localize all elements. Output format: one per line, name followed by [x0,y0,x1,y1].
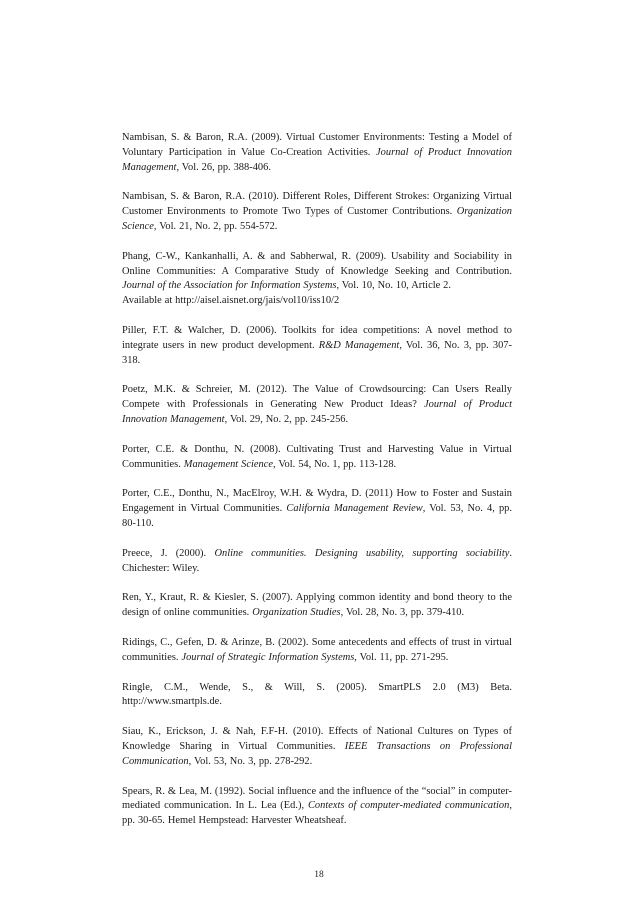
reference-text: Piller, F.T. & Walcher, D. (2006). Toolkits for idea competitions: A novel method to integrate users in new product development. [122,324,512,351]
reference-entry [122,131,512,175]
reference-text: Spears, R. & Lea, M. (1992). Social influence and the influence of the “social” in computer-mediated communication. In L. Lea (Ed.), [122,785,512,812]
reference-journal: Journal of the Association for Information Systems [122,280,337,292]
reference-details: . Chichester: Wiley. [122,547,512,574]
reference-details: , Vol. 29, No. 2, pp. 245-256. [224,413,349,425]
reference-details: , Vol. 54, No. 1, pp. 113-128. [273,458,397,470]
reference-url[interactable]: Available at http://aisel.aisnet.org/jais/vol10/iss10/2 [122,295,340,307]
reference-text: Siau, K., Erickson, J. & Nah, F.F-H. (2010). Effects of National Cultures on Types of Knowledge Sharing in Virtual Communities. [122,726,512,752]
reference-list [122,131,512,844]
reference-journal: Journal of Product Innovation Management [122,146,512,173]
reference-text: Nambisan, S. & Baron, R.A. (2009). Virtual Customer Environments: Testing a Model of Voluntary Participation in Value Co-Creation Activities. [122,132,512,158]
reference-journal: Management Science [183,458,273,470]
reference-text: Ringle, C.M., Wende, S., & Will, S. (2005). SmartPLS 2.0 (M3) Beta. http://www.smartpls.de. [122,681,512,708]
reference-book-title: Contexts of computer-mediated communication [307,800,510,812]
reference-entry [122,636,512,666]
reference-journal: Journal of Strategic Information Systems [181,651,355,663]
reference-journal: California Management Review [286,503,423,515]
reference-text: Preece, J. (2000). [122,547,215,559]
reference-entry [122,324,512,368]
reference-journal: Organization Science [122,206,512,232]
reference-details: , Vol. 28, No. 3, pp. 379-410. [340,607,465,619]
reference-details: , Vol. 53, No. 3, pp. 278-292. [188,755,313,767]
reference-text: Ren, Y., Kraut, R. & Kiesler, S. (2007). Applying common identity and bond theory to the design of online communities. [122,592,512,619]
reference-entry [122,591,512,621]
reference-journal: Journal of Product Innovation Management [122,399,513,425]
reference-entry [122,725,512,769]
reference-entry [122,547,512,577]
reference-journal: R&D Management [318,339,400,351]
reference-details: , Vol. 26, pp. 388-406. [176,161,271,173]
reference-text: Ridings, C., Gefen, D. & Arinze, B. (2002). Some antecedents and effects of trust in virtual communities. [122,636,512,663]
reference-journal: IEEE Transactions on Professional Communication [122,740,512,767]
reference-text: Porter, C.E., Donthu, N., MacElroy, W.H. & Wydra, D. (2011) How to Foster and Sustain Engagement in Virtual Communities. [122,488,512,515]
reference-details: , Vol. 36, No. 3, pp. 307-318. [122,339,512,366]
reference-entry [122,785,512,829]
reference-journal: Organization Studies [252,607,341,619]
reference-entry [122,443,512,473]
reference-entry [122,487,512,531]
reference-text: Nambisan, S. & Baron, R.A. (2010). Different Roles, Different Strokes: Organizing Virtual Customer Environments to Promote Two Types of Customer Contributions. [122,191,512,218]
reference-entry [122,681,512,711]
reference-details: , pp. 30-65. Hemel Hempstead: Harvester Wheatsheaf. [122,800,512,827]
reference-book-title: Online communities. Designing usability, supporting sociability [214,547,510,559]
reference-text: Poetz, M.K. & Schreier, M. (2012). The Value of Crowdsourcing: Can Users Really Compete with Professionals in Generating New Product Ideas? [122,384,512,411]
page-number: 18 [314,870,324,880]
reference-entry [122,190,512,234]
reference-details: , Vol. 21, No. 2, pp. 554-572. [153,220,278,232]
reference-text: Phang, C-W., Kankanhalli, A. & and Sabherwal, R. (2009). Usability and Sociability in Online Communities: A Comparative Study of Knowledge Seeking and Contribution. [122,250,512,277]
reference-details: , Vol. 11, pp. 271-295. [354,651,449,663]
reference-details: , Vol. 10, No. 10, Article 2. [336,280,452,292]
reference-entry [122,383,512,427]
reference-text: Porter, C.E. & Donthu, N. (2008). Cultivating Trust and Harvesting Value in Virtual Communities. [122,443,512,470]
reference-entry [122,250,512,309]
reference-details: , Vol. 53, No. 4, pp. 80-110. [122,503,512,529]
